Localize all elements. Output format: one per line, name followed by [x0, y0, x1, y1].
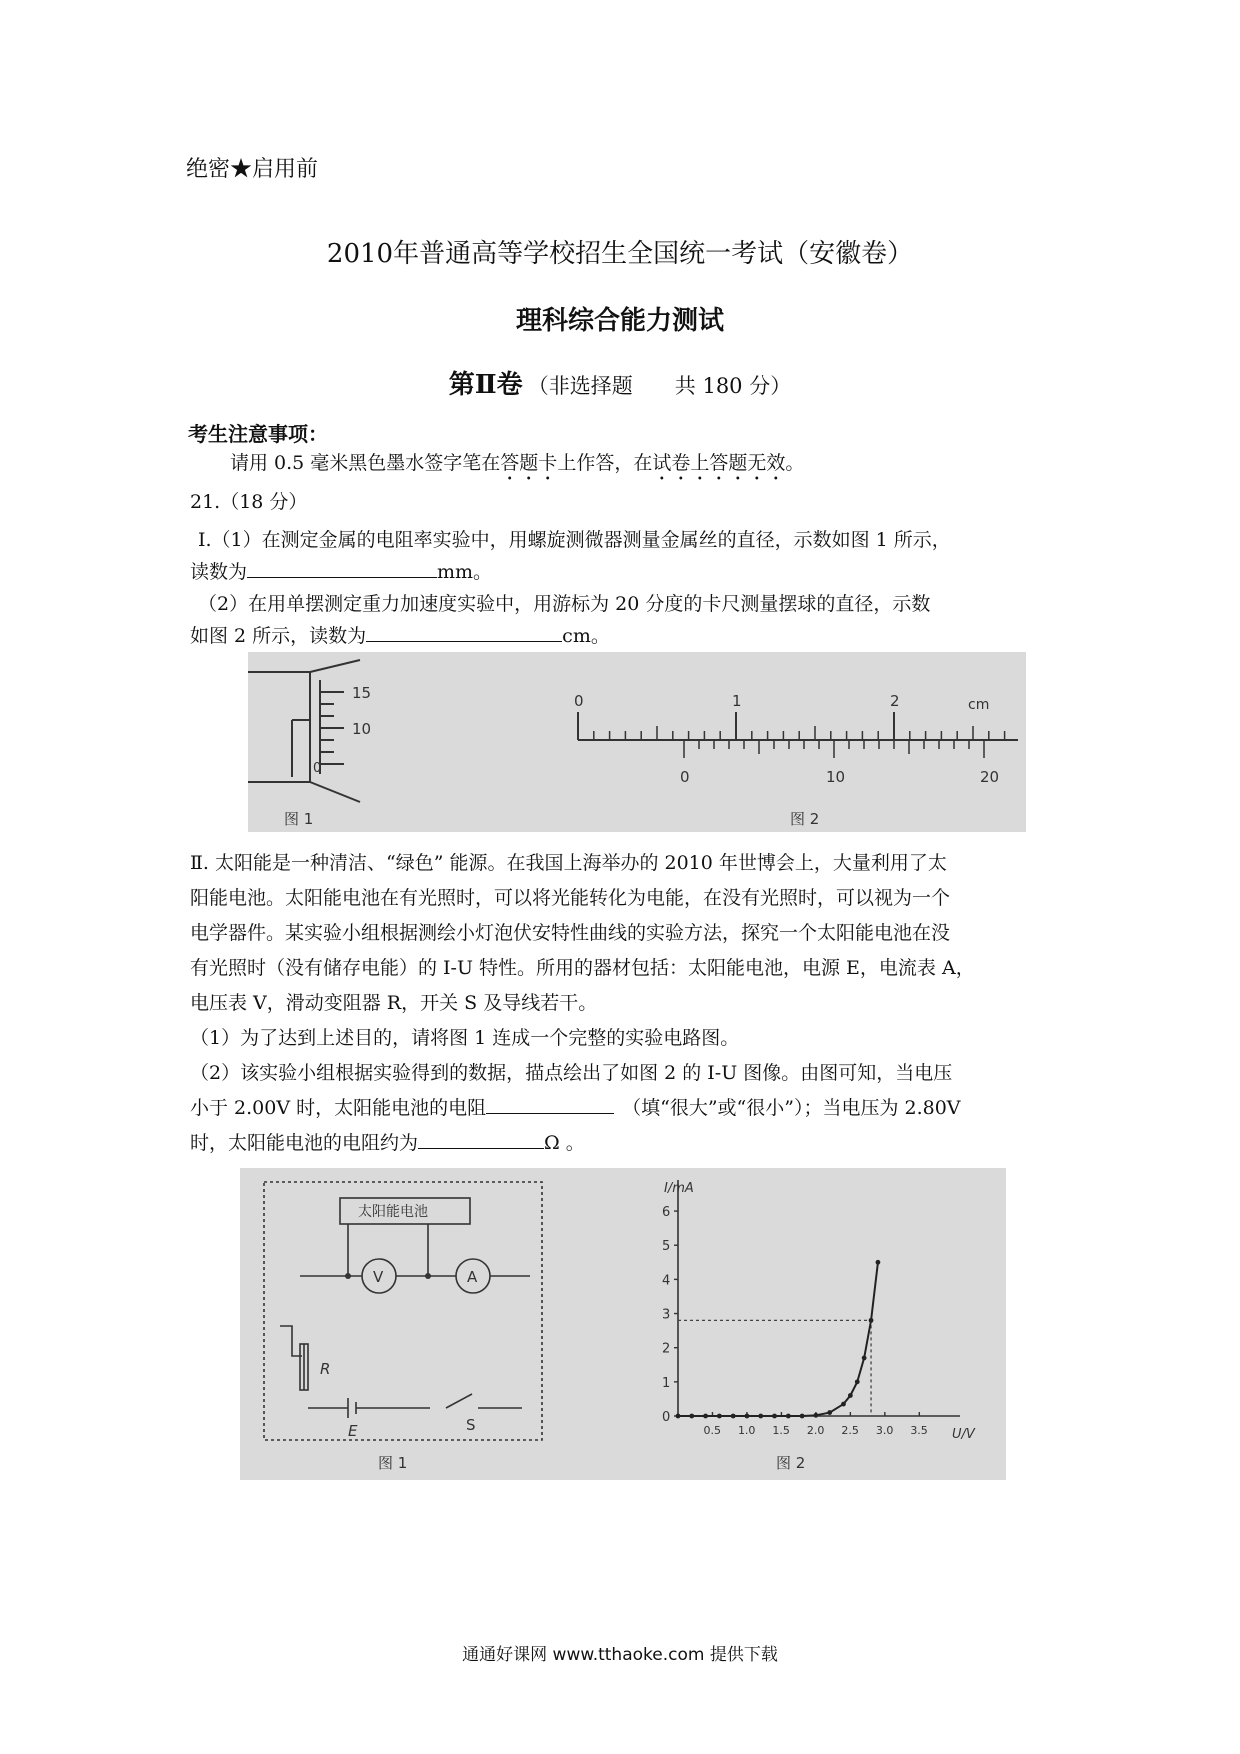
- part2-line-8: [190, 1090, 1062, 1126]
- iu-x-tick-label: 2.5: [841, 1424, 859, 1437]
- iu-data-point: [745, 1414, 750, 1419]
- part2-line-2: 阳能电池。太阳能电池在有光照时，可以将光能转化为电能，在没有光照时，可以视为一个: [190, 887, 951, 909]
- figure-strip-circuit: [240, 1168, 1006, 1480]
- iu-data-point: [869, 1318, 874, 1323]
- q2-unit: cm。: [562, 625, 610, 647]
- circuit-node-left: [345, 1273, 351, 1279]
- iu-x-tick-label: 0.5: [703, 1424, 721, 1437]
- notice-text-c: 上作答，在: [557, 452, 653, 474]
- part2-line-5: 电压表 V，滑动变阻器 R，开关 S 及导线若干。: [190, 992, 598, 1014]
- iu-data-point: [841, 1402, 846, 1407]
- iu-graph: [662, 1180, 960, 1437]
- part2-resistance-value-label: 时，太阳能电池的电阻约为: [190, 1132, 419, 1154]
- iu-y-axis-label: I/mA: [664, 1181, 694, 1196]
- secret-label: 绝密★启用前: [186, 157, 319, 182]
- q1-line-a: Ⅰ.（1）在测定金属的电阻率实验中，用螺旋测微器测量金属丝的直径，示数如图 1 所示，: [198, 529, 951, 551]
- iu-data-point: [676, 1414, 681, 1419]
- iu-data-point: [800, 1414, 805, 1419]
- volume-note: （非选择题 共 180 分）: [527, 374, 792, 398]
- iu-y-tick-label: 1: [662, 1375, 671, 1391]
- iu-x-tick-label: 3.0: [875, 1424, 894, 1437]
- iu-data-point: [827, 1410, 832, 1415]
- caliper-main-1: 1: [732, 692, 742, 710]
- notice-warning: 试卷上答题无效: [652, 452, 786, 474]
- part2-line-4: 有光照时（没有储存电能）的 I-U 特性。所用的器材包括：太阳能电池，电源 E，电流表 A，: [190, 957, 975, 979]
- part2-line-1: Ⅱ. 太阳能是一种清洁、“绿色” 能源。在我国上海举办的 2010 年世博会上，大量利用了太: [190, 852, 947, 874]
- iu-x-tick-label: 1.0: [737, 1424, 756, 1437]
- iu-x-tick-label: 2.0: [806, 1424, 825, 1437]
- part2-ohm-unit: Ω 。: [544, 1132, 585, 1154]
- source-label: E: [348, 1422, 358, 1440]
- notice-text: [230, 445, 1102, 485]
- circuit-node-right: [425, 1273, 431, 1279]
- answer-blank-mm[interactable]: [247, 561, 437, 578]
- micrometer-tick-10: 10: [352, 720, 372, 738]
- volume-label: 第Ⅱ卷: [448, 370, 523, 400]
- part2-resistance-label: 小于 2.00V 时，太阳能电池的电阻: [190, 1097, 487, 1119]
- part2-fill-hint: （填“很大”或“很小”）；当电压为 2.80V: [622, 1097, 961, 1119]
- iu-y-tick-label: 2: [662, 1341, 671, 1357]
- micrometer-caption: 图 1: [284, 810, 314, 828]
- iu-y-tick-label: 4: [662, 1273, 671, 1289]
- iu-x-tick-label: 1.5: [772, 1424, 790, 1437]
- iu-data-point: [848, 1393, 853, 1398]
- q1-read-label: 读数为: [190, 561, 248, 583]
- caliper-main-ticks: [594, 726, 1005, 740]
- solar-battery-label: 太阳能电池: [358, 1204, 428, 1220]
- iu-data-point: [862, 1356, 867, 1361]
- micrometer-figure: [248, 660, 360, 802]
- circuit-graph-svg: [240, 1168, 1006, 1480]
- notice-text-a: 请用 0.5 毫米黑色墨水签字笔在: [230, 452, 501, 474]
- caliper-caption: 图 2: [790, 810, 820, 828]
- caliper-unit: cm: [968, 697, 990, 713]
- iu-data-point: [731, 1414, 736, 1419]
- caliper-vernier-0: 0: [680, 768, 690, 786]
- caliper-figure: [578, 712, 1018, 740]
- caliper-vernier-ticks: [684, 740, 984, 758]
- caliper-main-0: 0: [574, 692, 584, 710]
- iu-data-point: [786, 1414, 791, 1419]
- iu-y-tick-label: 0: [662, 1410, 671, 1425]
- circuit-figure: [264, 1182, 542, 1440]
- caliper-vernier-20: 20: [980, 768, 1000, 786]
- answer-blank-ohm[interactable]: [418, 1132, 544, 1149]
- figure-strip-measure: [248, 652, 1026, 832]
- iu-x-tick-label: 3.5: [910, 1424, 928, 1437]
- volume-heading: [0, 364, 1240, 401]
- iu-data-point: [689, 1414, 694, 1419]
- part2-line-6: （1）为了达到上述目的，请将图 1 连成一个完整的实验电路图。: [190, 1027, 740, 1049]
- footer-text: 通通好课网 www.tthaoke.com 提供下载: [462, 1645, 778, 1665]
- question-number: 21.（18 分）: [190, 491, 308, 513]
- answer-blank-cm[interactable]: [366, 625, 562, 642]
- iu-data-point: [703, 1414, 708, 1419]
- caliper-main-2: 2: [890, 692, 900, 710]
- part2-line-9: [190, 1125, 1062, 1161]
- circuit-caption: 图 1: [378, 1454, 408, 1472]
- measure-figures-svg: [248, 652, 1026, 832]
- part2-line-3: 电学器件。某实验小组根据测绘小灯泡伏安特性曲线的实验方法，探究一个太阳能电池在没: [190, 922, 951, 944]
- iu-data-point: [855, 1379, 860, 1384]
- iu-data-point: [876, 1260, 881, 1265]
- paper-subtitle: 理科综合能力测试: [515, 306, 724, 336]
- iu-y-tick-label: 5: [662, 1239, 671, 1255]
- iu-curve: [678, 1262, 878, 1416]
- part2-line-7: （2）该实验小组根据实验得到的数据，描点绘出了如图 2 的 I-U 图像。由图可知，当电压: [190, 1062, 953, 1084]
- micrometer-tick-0: 0: [313, 761, 322, 776]
- rheostat-label: R: [320, 1360, 331, 1378]
- voltmeter-symbol: V: [373, 1268, 384, 1286]
- iu-reference-lines: [678, 1320, 871, 1416]
- micrometer-tick-15: 15: [352, 684, 372, 702]
- q2-line-a: （2）在用单摆测定重力加速度实验中，用游标为 20 分度的卡尺测量摆球的直径，示数: [198, 593, 931, 615]
- switch-label: S: [466, 1416, 476, 1434]
- q2-read-label: 如图 2 所示，读数为: [190, 625, 367, 647]
- notice-answer-card: 答题卡: [500, 452, 558, 474]
- q1-line-b: [190, 554, 1062, 590]
- notice-text-e: 。: [785, 452, 805, 474]
- iu-y-tick-label: 6: [662, 1205, 671, 1221]
- exam-title: 2010年普通高等学校招生全国统一考试（安徽卷）: [326, 239, 914, 269]
- ammeter-symbol: A: [467, 1268, 478, 1286]
- iu-data-point: [758, 1414, 763, 1419]
- iu-x-axis-label: U/V: [952, 1427, 975, 1442]
- iu-data-point: [772, 1414, 777, 1419]
- q2-line-b: [190, 618, 1062, 654]
- iu-data-point: [717, 1414, 722, 1419]
- iu-data-point: [813, 1413, 818, 1418]
- iu-graph-caption: 图 2: [776, 1454, 806, 1472]
- q1-unit: mm。: [437, 561, 493, 583]
- answer-blank-resistance[interactable]: [486, 1097, 614, 1114]
- iu-y-tick-label: 3: [662, 1307, 671, 1323]
- notice-heading: 考生注意事项：: [188, 422, 328, 446]
- caliper-vernier-10: 10: [826, 768, 846, 786]
